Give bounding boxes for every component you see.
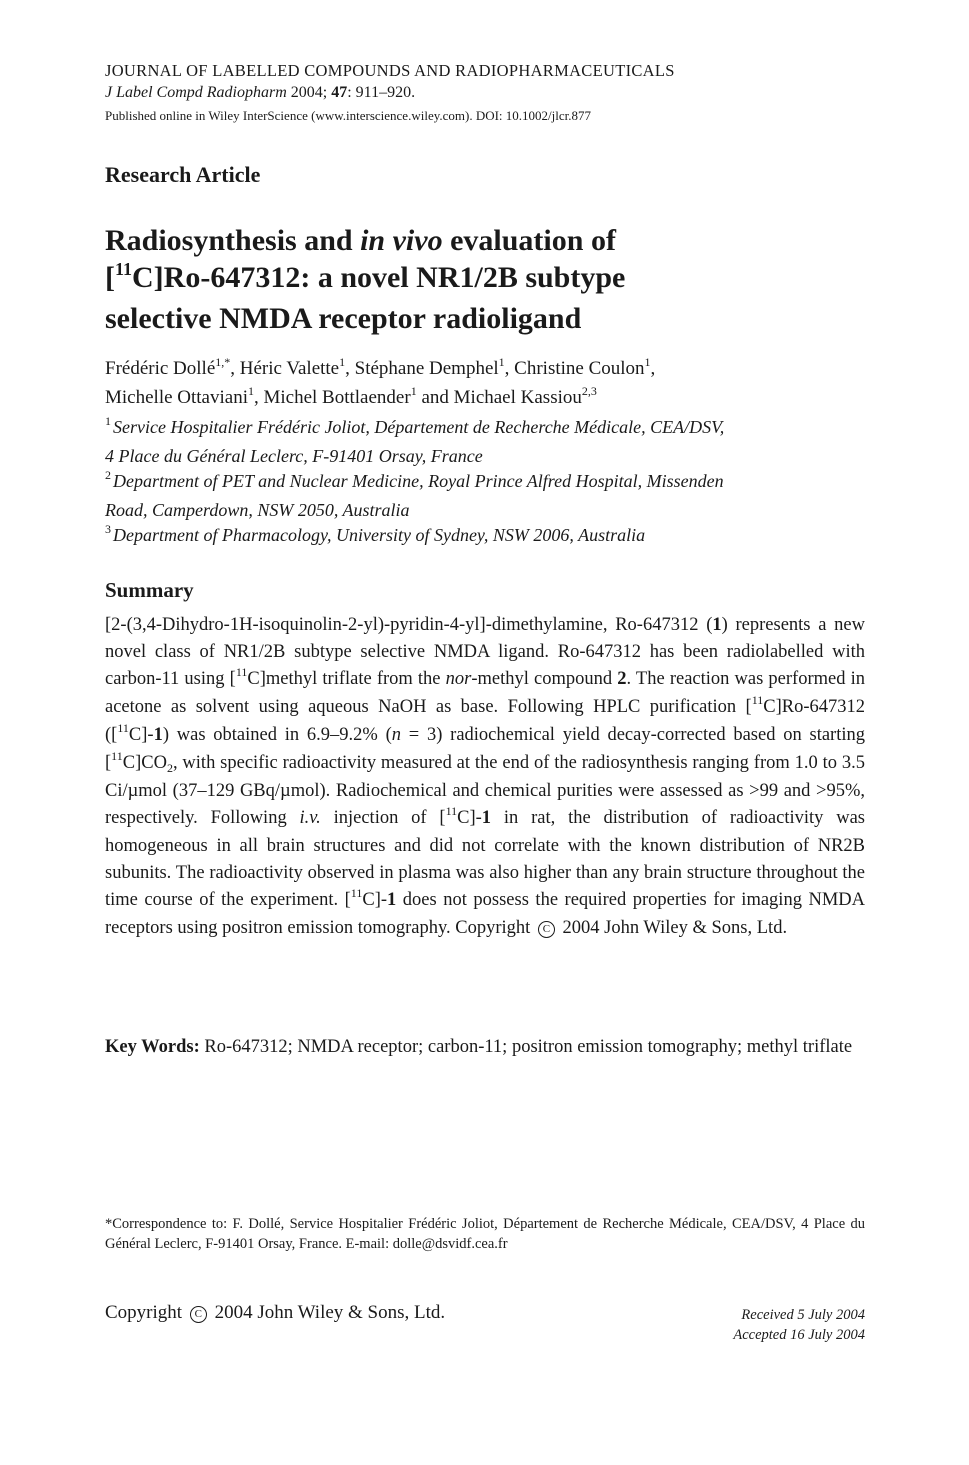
published-online-note: Published online in Wiley InterScience (www.interscience.wiley.com). DOI: 10.1002/jlcr.877 <box>105 108 592 123</box>
author-affiliation-mark: 1 <box>339 355 346 369</box>
compound-number: 1 <box>387 890 397 910</box>
isotope-superscript: 11 <box>751 693 764 707</box>
affiliation-number: 2 <box>105 468 111 482</box>
affiliation-2 <box>105 468 724 524</box>
isotope-superscript: 11 <box>350 886 363 900</box>
affiliation-3 <box>105 522 645 551</box>
title-superscript: 11 <box>115 259 133 279</box>
author-separator: , <box>345 358 355 379</box>
summary-text: C]Ro-647312 ([ <box>105 697 865 745</box>
copyright-text: 2004 John Wiley & Sons, Ltd. <box>209 1302 446 1323</box>
author-name: Stéphane Demphel <box>354 358 499 379</box>
summary-text: ) was obtained in 6.9–9.2% ( <box>162 725 392 745</box>
summary-text: C]- <box>128 725 154 745</box>
key-words <box>105 1034 865 1061</box>
key-words-text: Ro-647312; NMDA receptor; carbon-11; positron emission tomography; methyl triflate <box>199 1037 853 1057</box>
compound-number: 1 <box>712 615 722 635</box>
citation-volume: 47 <box>331 84 348 101</box>
author-affiliation-mark: 1,* <box>215 355 231 369</box>
citation-year: 2004; <box>290 84 328 101</box>
title-part: selective NMDA receptor radioligand <box>105 302 582 335</box>
summary-text: C]CO <box>122 753 167 773</box>
author-affiliation-mark: 1 <box>247 384 254 398</box>
isotope-superscript: 11 <box>111 749 123 763</box>
article-title <box>105 222 625 337</box>
summary-text: in rat, the distribution of radioactivity was homogeneous in all brain structures and did not correlate with the known distribution of NR2B subunits. The radioactivity observed in plasma was also higher than any brain structure throughout the time course of the experiment. [ <box>105 808 865 910</box>
summary-heading: Summary <box>105 578 194 602</box>
author-name: Michel Bottlaender <box>263 387 411 408</box>
summary-text: -methyl compound <box>471 669 618 689</box>
summary-text: [2-(3,4-Dihydro-1H-isoquinolin-2-yl)-pyridin-4-yl]-dimethylamine, Ro-647312 ( <box>105 615 713 635</box>
author-name: Michael Kassiou <box>453 387 582 408</box>
affiliation-text: Road, Camperdown, NSW 2050, Australia <box>105 500 410 520</box>
summary-text: C]methyl triflate from the <box>247 669 446 689</box>
affiliation-text: Service Hospitalier Frédéric Joliot, Département de Recherche Médicale, CEA/DSV, <box>113 417 725 437</box>
summary-italic: i.v. <box>299 808 321 828</box>
author-affiliation-mark: 1 <box>644 355 651 369</box>
copyright-symbol: C <box>538 921 555 938</box>
summary-text: 2004 John Wiley & Sons, Ltd. <box>557 918 788 938</box>
author-separator: and <box>416 387 454 408</box>
key-words-label: Key Words: <box>105 1037 200 1057</box>
summary-text: injection of [ <box>320 808 446 828</box>
author-separator: , <box>650 358 656 379</box>
correspondence-note: *Correspondence to: F. Dollé, Service Hospitalier Frédéric Joliot, Département de Recherche Médicale, CEA/DSV, 4 Place du Général Leclerc, F-91401 Orsay, France. E-mail: dolle@dsvidf.cea.fr <box>105 1216 865 1252</box>
compound-number: 1 <box>481 808 492 828</box>
author-list <box>105 355 655 413</box>
affiliation-number: 1 <box>105 414 111 428</box>
author-name: Frédéric Dollé <box>105 358 216 379</box>
author-name: Christine Coulon <box>514 358 645 379</box>
compound-number: 2 <box>617 669 627 689</box>
journal-abbrev: J Label Compd Radiopharm <box>105 84 287 101</box>
summary-paragraph <box>105 612 865 942</box>
summary-italic: n <box>391 725 402 745</box>
summary-text: C]- <box>457 808 482 828</box>
author-separator: , <box>504 358 515 379</box>
title-part: Radiosynthesis and <box>105 224 361 257</box>
journal-name: JOURNAL OF LABELLED COMPOUNDS AND RADIOPHARMACEUTICALS <box>105 61 675 80</box>
author-affiliation-mark: 2,3 <box>581 384 597 398</box>
summary-italic: nor <box>445 669 472 689</box>
summary-text: = 3) radiochemical yield decay-corrected based on starting [ <box>105 725 865 773</box>
summary-text: , with specific radioactivity measured at the end of the radiosynthesis ranging from 1.0 to 3.5 Ci/µmol (37–129 GBq/µmol). Radiochemical and chemical purities were assessed as >99 and >95%, respectively. Following <box>105 753 865 828</box>
journal-citation <box>105 84 415 102</box>
title-part: evaluation of <box>442 224 616 257</box>
affiliation-1 <box>105 414 724 470</box>
summary-text: . The reaction was performed in acetone as solvent using aqueous NaOH as base. Following HPLC purification [ <box>105 669 865 717</box>
summary-text: does not possess the required properties for imaging NMDA receptors using positron emission tomography. Copyright <box>105 890 865 938</box>
isotope-superscript: 11 <box>235 665 248 679</box>
affiliation-text: Department of PET and Nuclear Medicine, Royal Prince Alfred Hospital, Missenden <box>113 471 724 491</box>
summary-text: ) represents a new novel class of NR1/2B subtype selective NMDA ligand. Ro-647312 has been radiolabelled with carbon-11 using [ <box>105 615 865 689</box>
affiliation-number: 3 <box>105 522 111 536</box>
affiliation-text: Department of Pharmacology, University of Sydney, NSW 2006, Australia <box>113 525 646 545</box>
accepted-date: Accepted 16 July 2004 <box>733 1327 865 1343</box>
title-italic: in vivo <box>360 224 443 257</box>
isotope-superscript: 11 <box>445 804 458 818</box>
copyright-symbol: C <box>190 1306 207 1323</box>
author-separator: , <box>253 387 264 408</box>
footer-copyright <box>105 1302 445 1324</box>
isotope-superscript: 11 <box>117 721 129 735</box>
title-part: [ <box>105 261 115 294</box>
author-affiliation-mark: 1 <box>498 355 505 369</box>
article-type: Research Article <box>105 162 261 187</box>
author-affiliation-mark: 1 <box>410 384 417 398</box>
received-accepted-dates <box>733 1305 865 1345</box>
author-name: Michelle Ottaviani <box>105 387 248 408</box>
compound-number: 1 <box>153 725 163 745</box>
summary-text: C]- <box>362 890 388 910</box>
received-date: Received 5 July 2004 <box>741 1307 865 1323</box>
title-part: C]Ro-647312: a novel NR1/2B subtype <box>132 261 626 294</box>
copyright-text: Copyright <box>105 1302 183 1323</box>
author-name: Héric Valette <box>239 358 340 379</box>
author-separator: , <box>230 358 240 379</box>
citation-pages: : 911–920. <box>347 84 416 101</box>
affiliation-text: 4 Place du Général Leclerc, F-91401 Orsay, France <box>105 446 483 466</box>
formula-subscript: 2 <box>166 761 173 775</box>
